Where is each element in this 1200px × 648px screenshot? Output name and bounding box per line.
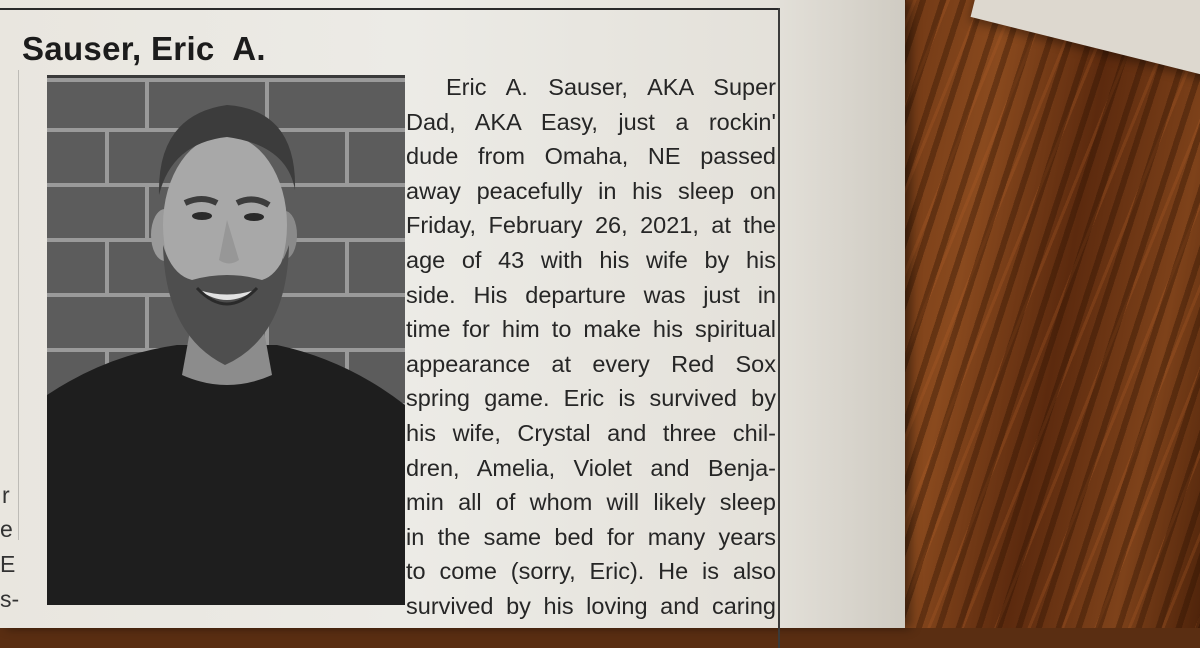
obituary-line: Dad, AKA Easy, just a rockin' bbox=[406, 108, 776, 135]
obituary-line: away peacefully in his sleep on bbox=[406, 177, 776, 204]
column-rule-left bbox=[18, 70, 19, 540]
obituary-line: side. His departure was just in bbox=[406, 281, 776, 308]
obituary-line: min all of whom will likely sleep bbox=[406, 489, 776, 516]
obituary-line: time for him to make his spiritual bbox=[406, 316, 776, 343]
left-column-fragment: E bbox=[0, 551, 16, 577]
column-rule-right bbox=[778, 8, 780, 648]
obituary-line: dren, Amelia, Violet and Benja- bbox=[406, 454, 776, 481]
obituary-body bbox=[406, 70, 776, 624]
obituary-line: survived by his loving and caring bbox=[406, 592, 776, 619]
obituary-line: Eric A. Sauser, AKA Super bbox=[446, 74, 776, 100]
obituary-headline: Sauser, Eric A. bbox=[22, 30, 266, 67]
obituary-line: his wife, Crystal and three chil- bbox=[406, 419, 776, 446]
top-rule bbox=[0, 8, 778, 10]
paper-corner bbox=[971, 0, 1200, 80]
wooden-table bbox=[880, 0, 1200, 628]
obituary-line: spring game. Eric is survived by bbox=[406, 385, 776, 412]
obituary-line: dude from Omaha, NE passed bbox=[406, 143, 776, 170]
obituary-line: in the same bed for many years bbox=[406, 523, 776, 550]
obituary-line: age of 43 with his wife by his bbox=[406, 246, 776, 273]
left-column-fragment: r bbox=[2, 482, 10, 508]
obituary-line: appearance at every Red Sox bbox=[406, 350, 776, 377]
obituary-line: Friday, February 26, 2021, at the bbox=[406, 212, 776, 239]
left-column-fragment: s- bbox=[0, 586, 20, 612]
obituary-paragraph bbox=[406, 70, 776, 624]
left-column-fragment: e bbox=[0, 516, 13, 542]
obituary-line: to come (sorry, Eric). He is also bbox=[406, 558, 776, 585]
portrait-photo bbox=[47, 75, 405, 605]
